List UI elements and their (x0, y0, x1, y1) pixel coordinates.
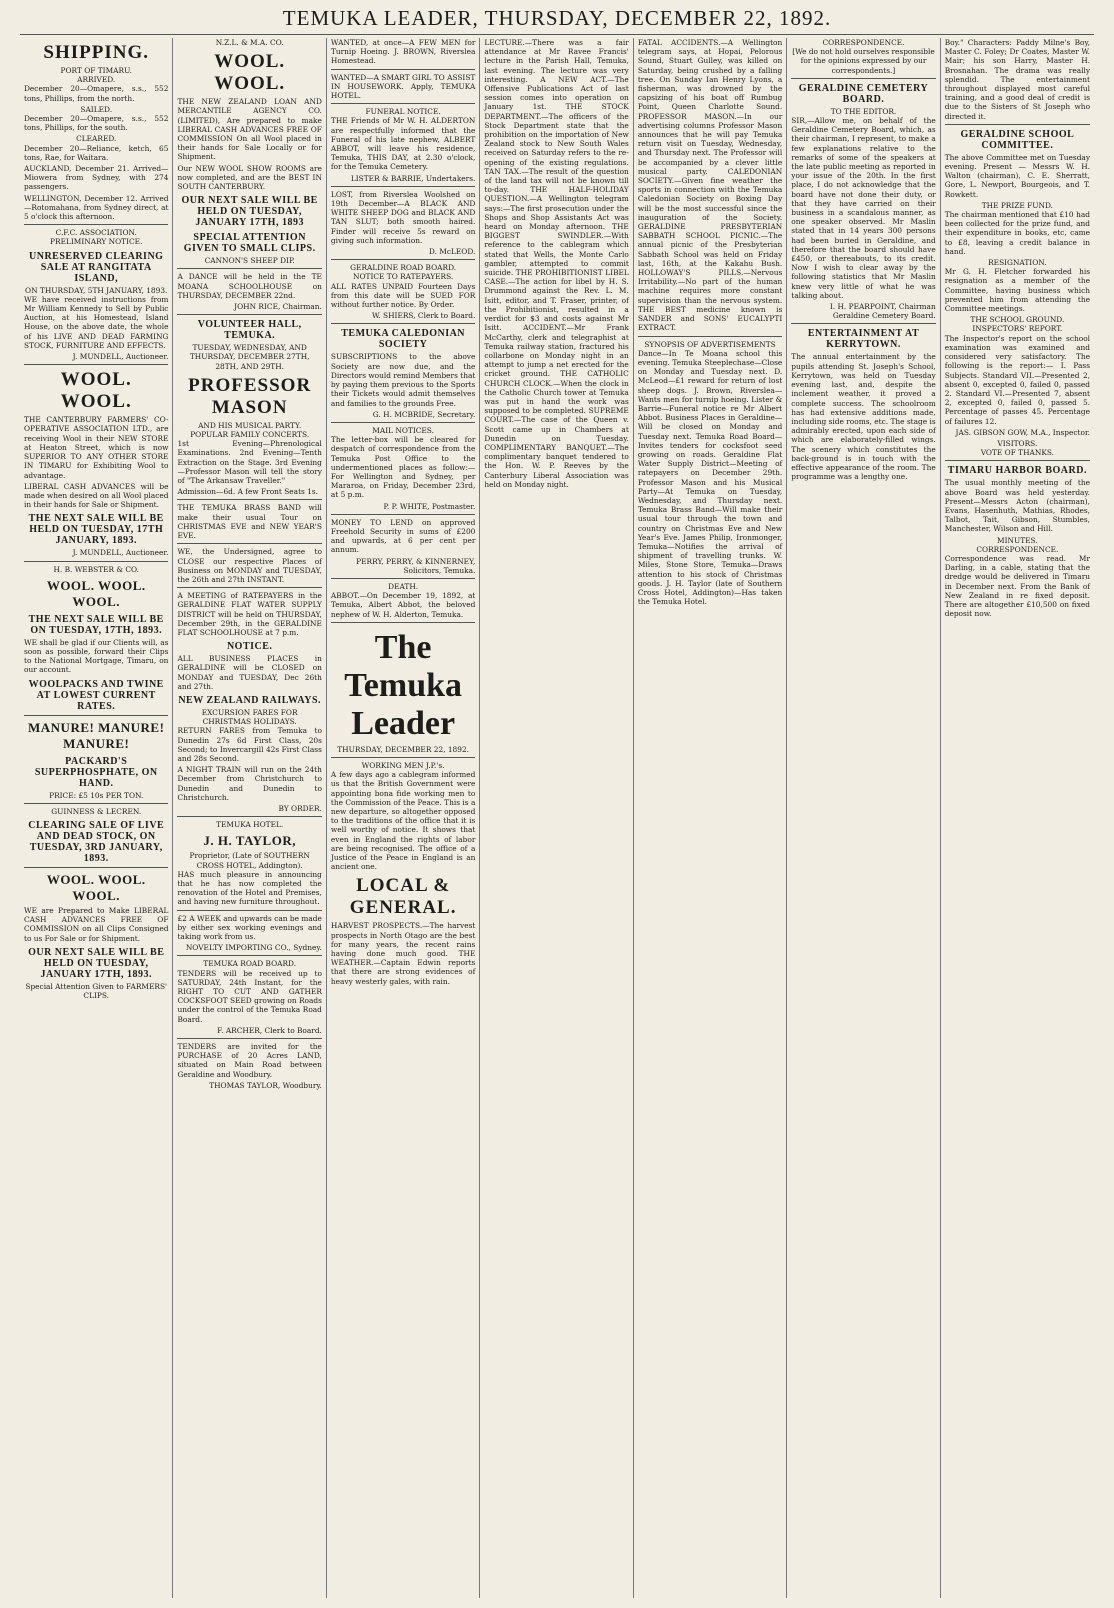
closing-notice: WE, the Undersigned, agree to CLOSE our respective Places of Business on MONDAY and TUESDAY, the 26th and 27th INSTANT. (177, 547, 322, 584)
sailed-entry: December 20—Omapere, s.s., 552 tons, Phillips, for the south. (24, 114, 169, 133)
packard-heading: PACKARD'S SUPERPHOSPHATE, ON HAND. (34, 755, 158, 789)
news-items: FATAL ACCIDENTS.—A Wellington telegram says, at Hopai, Pelorous Sound, Stuart Gulley, was killed on Saturday, being crushed by a falling tree. On Sunday Ian Henry Lyons, a fisherman, was drowned by the capsizing of his boat off Rumbug Point, Queen Charlotte Sound. PROFESSOR MASON.—In our advertising columns Professor Mason announces that he will pay Temuka return visit on Tuesday, Wednesday, and Thursday next. The Professor will be accompanied by a clever little musical party. CALEDONIAN SOCIETY.—Given fine weather the sports in connection with the Temuka Caledonian Society on Boxing Day will be the most successful since the inauguration of the Society. GERALDINE PRESBYTERIAN SABBATH SCHOOL PICNIC.—The annual picnic of the Presbyterian Sabbath School was held on Friday last, 16th, at the Kakahu Bush. HOLLOWAY'S PILLS.—Nervous Irritability.—No part of the human machine requires more constant supervision than the nervous system. THE BEST medicine known is SANDER and SONS' EUCALYPTI EXTRACT. (637, 38, 783, 333)
society-heading: TEMUKA CALEDONIAN SOCIETY (341, 328, 466, 351)
arrived-entry: December 20—Omapere, s.s., 552 tons, Phillips, from the north. (24, 84, 169, 103)
cannon-heading: CANNON'S SHEEP DIP. (204, 256, 295, 266)
divider (24, 867, 168, 868)
rail-fares: RETURN FARES from Temuka to Dunedin 27s 6d First Class, 20s Second; to Invercargill 42s First Class and 28s Second. (177, 726, 322, 763)
page-masthead: TEMUKA LEADER, THURSDAY, DECEMBER 22, 1892. (282, 6, 832, 30)
column-2 (173, 38, 326, 1598)
harbour-board-heading: TIMARU HARBOR BOARD. (947, 465, 1087, 477)
divider (177, 955, 321, 956)
clearing-sale-heading: UNRESERVED CLEARING SALE AT RANGITATA ISLAND, (29, 250, 164, 284)
visitors-heading: VISITORS. (997, 438, 1038, 448)
secretary-signature: G. H. MCBRIDE, Secretary. (372, 409, 476, 419)
lost-signature: D. McLEOD. (428, 247, 476, 257)
divider (177, 543, 321, 544)
mail-heading: MAIL NOTICES. (372, 425, 434, 435)
rates-body: ALL RATES UNPAID Fourteen Days from this date will be SUED FOR without further notice. By Order. (330, 281, 476, 310)
divider (638, 336, 782, 337)
cleared-entry: December 20—Reliance, ketch, 65 tons, Rae, for Waitara. (24, 143, 169, 162)
letter-body: SIR,—Allow me, on behalf of the Geraldine Cemetery Board, which, as their chairman, I represent, to make a few explanations relative to the remarks of some of the speakers at the late public meeting as reported in your issue of the 20th. In the first place, I do not acknowledge that the board have not done their duty, or that they have carried on their business in a scandalous manner, as one speaker observed. Mr Maslin stated that in 14 years 300 persons had been buried in Geraldine, and therefore that the board should have £450, or thereabouts, to its credit. Now I wish to clear away by the following statistics that Mr Maslin knew very little of what he was talking about. (791, 116, 936, 300)
death-heading: DEATH. (388, 581, 419, 591)
divider (331, 69, 475, 70)
proprietor-sub: Proprietor, (Late of SOUTHERN CROSS HOTEL, Addington). (189, 851, 310, 870)
divider (331, 622, 475, 623)
divider (331, 514, 475, 515)
wanted-ad: WANTED, at once—A FEW MEN for Turnip Hoeing. J. BROWN, Riverslea Homestead. (330, 38, 476, 66)
road-board-heading: TEMUKA ROAD BOARD. (203, 959, 297, 969)
guinness-ad-body: WE are Prepared to Make LIBERAL CASH ADVANCES FREE OF COMMISSION on all Clips Consigned to us For Sale or for Shipment. (24, 905, 169, 943)
divider (791, 78, 935, 79)
divider (177, 314, 321, 315)
hotel-ad-body: HAS much pleasure in announcing that he has now completed the renovation of the Hotel and Premises, and having new furniture throughout. (177, 869, 322, 907)
next-sale-heading: THE NEXT SALE WILL BE HELD ON TUESDAY, 17TH JANUARY, 1893. (28, 513, 164, 547)
divider (24, 803, 168, 804)
cleared-label: CLEARED. (76, 134, 117, 144)
divider (177, 1038, 321, 1039)
dance-ad: A DANCE will be held in the TE MOANA SCHOOLHOUSE on THURSDAY, DECEMBER 22nd. (177, 272, 322, 300)
divider (331, 103, 475, 104)
prelim-notice: PRELIMINARY NOTICE. (50, 237, 143, 247)
column-7 (941, 38, 1094, 1598)
letter-signature: I. H. PEARPOINT, Chairman Geraldine Cemetery Board. (829, 302, 936, 321)
masthead-rule (20, 34, 1094, 35)
volunteer-heading: VOLUNTEER HALL, TEMUKA. (197, 319, 302, 342)
divider (331, 186, 475, 187)
local-general-heading: LOCAL & GENERAL. (349, 875, 457, 919)
minutes-heading: MINUTES. (997, 535, 1038, 545)
solicitors-signature: PERRY, PERRY, & KINNERNEY, Solicitors, Temuka. (356, 556, 476, 575)
railways-heading: NEW ZEALAND RAILWAYS. (178, 694, 322, 706)
novelty-ad: £2 A WEEK and upwards can be made by either sex working evenings and taking work from us. (177, 913, 322, 941)
divider (24, 364, 168, 365)
leader-body: A few days ago a cablegram informed us that the British Government were appointing bona fide working men to the Commission of the Peace. This is a new departure, so altogether opposed to the traditions of the office that it is well worthy of notice. It shows that even in England the rights of labor are being recognised. The office of a Justice of the Peace in England is an ancient one. (330, 770, 476, 872)
money-ad: MONEY TO LEND on approved Freehold Security in sums of £200 and upwards, at 6 per cent per annum. (330, 517, 476, 555)
notice-heading: NOTICE. (226, 641, 273, 653)
sale-body: WE have received instructions from Mr William Kennedy to Sell by Public Auction, at his Homestead, Island House, on the above date, the whole of his LIVE AND DEAD FARMING STOCK, FURNITURE AND EFFECTS. (24, 294, 169, 350)
subscriptions-body: SUBSCRIPTIONS to the above Society are now due, and the Directors would remind Members that by paying them previous to the Sports their Tickets would admit themselves and families to the grounds Free. (330, 352, 476, 408)
auctioneer-signature: J. MUNDELL, Auctioneer. (72, 548, 169, 558)
divider (177, 499, 321, 500)
wanted-ad: WANTED—A SMART GIRL TO ASSIST IN HOUSEWORK. Apply, TEMUKA HOTEL. (330, 72, 476, 101)
synopsis-heading: SYNOPSIS OF ADVERTISEMENTS (644, 339, 776, 349)
paper-nameplate: The Temuka Leader (344, 628, 463, 742)
correspondence-body: Correspondence was read. Mr Darling, in a cable, stating that the dredge would be delivered in Timaru in December next. From the Bank of New Zealand in re fixed deposit. There are altogether £10,500 on fixed deposit now. (944, 553, 1091, 619)
guinness-heading: GUINNESS & LECREN. (51, 806, 142, 816)
wool-heading: WOOL. WOOL. (60, 369, 132, 413)
admission: Admission—6d. A few Front Seats 1s. (177, 487, 319, 497)
ratepayers-meeting: A MEETING of RATEPAYERS in the GERALDINE FLAT WATER SUPPLY DISTRICT will be held on THURSDAY, December 29th, in the GERALDINE FLAT SCHOOLHOUSE at 7 p.m. (177, 591, 322, 637)
school-committee-body: The above Committee met on Tuesday evening. Present — Messrs W. H. Walton (chairman), C. E. Sherratt, Gore, L. Newport, Bourgeois, and T. Rowkett. (944, 152, 1091, 199)
by-order: BY ORDER. (278, 803, 322, 813)
lost-ad: LOST, from Riverslea Woolshed on 19th December—A BLACK AND WHITE SHEEP DOG and BLACK AND TAN SLUT; both smooth haired. Finder will receive 5s reward on giving such information. (330, 189, 476, 245)
column-4 (480, 38, 633, 1598)
manure-heading: MANURE! MANURE! MANURE! (28, 719, 165, 751)
thanks-heading: VOTE OF THANKS. (980, 448, 1055, 458)
concert-dates: TUESDAY, WEDNESDAY, AND THURSDAY, DECEMBER 27TH, 28TH, AND 29TH. (189, 343, 310, 371)
liberal-advances: LIBERAL CASH ADVANCES will be made when desired on all Wool placed in their hands for Sale or Shipment. (24, 481, 169, 510)
divider (331, 259, 475, 260)
hotel-heading: TEMUKA HOTEL. (216, 820, 284, 830)
sailed-label: SAILED. (80, 104, 113, 114)
brass-band-ad: THE TEMUKA BRASS BAND will make their usual Tour on CHRISTMAS EVE and NEW YEAR'S EVE. (177, 503, 322, 541)
professor-sub: AND HIS MUSICAL PARTY. (198, 420, 302, 430)
auckland-entry: AUCKLAND, December 21. Arrived—Miowera from Sydney, with 274 passengers. (24, 164, 169, 192)
funeral-body: THE Friends of Mr W. H. ALDERTON are respectfully informed that the Funeral of his late nephew, ALBERT ABBOT, will leave his residence, Temuka, THIS DAY, at 2.30 o'clock, for the Temuka Cemetery. (330, 116, 476, 172)
tenders-ad: TENDERS will be received up to SATURDAY, 24th Instant, for the RIGHT TO CUT AND GATHER COCKSFOOT SEED growing on Roads under the control of the Temuka Road Board. (177, 968, 322, 1024)
woolpacks-heading: WOOLPACKS AND TWINE AT LOWEST CURRENT RATES. (28, 678, 164, 712)
correspondence-note: [We do not hold ourselves responsible for the opinions expressed by our correspondents.] (792, 47, 935, 75)
divider (177, 816, 321, 817)
prize-fund-heading: THE PRIZE FUND. (981, 200, 1054, 210)
special-heading: SPECIAL ATTENTION GIVEN TO SMALL CLIPS. (183, 232, 316, 255)
columns (20, 38, 1094, 1598)
divider (331, 422, 475, 423)
resignation-heading: RESIGNATION. (988, 258, 1047, 268)
divider (177, 268, 321, 269)
divider (945, 124, 1090, 125)
manure-price: PRICE: £5 10s PER TON. (49, 790, 144, 800)
wool-heading: WOOL. WOOL. WOOL. (46, 577, 146, 609)
divider (24, 224, 168, 225)
correspondence-heading: CORRESPONDENCE. (822, 38, 905, 47)
postmaster-signature: P. P. WHITE, Postmaster. (383, 501, 476, 511)
divider (24, 561, 168, 562)
ratepayers-heading: NOTICE TO RATEPAYERS. (353, 272, 454, 282)
nzl-heading: N.Z.L. & M.A. CO. (215, 38, 284, 47)
archer-signature: F. ARCHER, Clerk to Board. (217, 1025, 322, 1035)
column-5 (634, 38, 787, 1598)
special-attention: Special Attention Given to FARMERS' CLIPS. (25, 981, 168, 1000)
arrived-label: ARRIVED. (77, 75, 116, 85)
divider (331, 323, 475, 324)
prize-fund-body: The chairman mentioned that £10 had been collected for the prize fund, and their expenditure in books, etc, came to £8, leaving a credit balance in hand. (944, 210, 1091, 256)
funeral-heading: FUNERAL NOTICE. (365, 107, 441, 117)
wellington-entry: WELLINGTON, December 12. Arrived—Rotomahana, from Sydney direct, at 5 o'clock this afternoon. (24, 193, 169, 222)
excursion-heading: EXCURSION FARES FOR CHRISTMAS HOLIDAYS. (201, 707, 298, 727)
next-sale-heading: THE NEXT SALE WILL BE ON TUESDAY, 17TH, 1893. (28, 613, 164, 636)
night-train: A NIGHT TRAIN will run on the 24th December from Christchurch to Dunedin and Dunedin to Christchurch. (177, 765, 322, 802)
sale-date: ON THURSDAY, 5TH JANUARY, 1893. (25, 285, 168, 295)
shiers-signature: W. SHIERS, Clerk to Board. (372, 311, 476, 321)
harbour-board-body: The usual monthly meeting of the above Board was held yesterday. Present—Messrs Acton (chairman), Evans, Hasenhuth, Mathias, Rhodes, Talbot, Tait, Gibson, Stumbles, Manchester, Wilson and Hill. (944, 478, 1091, 534)
divider (177, 910, 321, 911)
shipping-heading: SHIPPING. (43, 42, 150, 63)
entertainment-heading: ENTERTAINMENT AT KERRYTOWN. (807, 328, 920, 351)
land-tenders-ad: TENDERS are invited for the PURCHASE of 20 Acres LAND, situated on Main Road between Geraldine and Woodbury. (177, 1042, 322, 1079)
column-6 (787, 38, 940, 1598)
news-items: LECTURE.—There was a fair attendance at Mr Ravee Francis' lecture in the Parish Hall, Temuka, last evening. The lecture was very interesting. A NEW ACT.—The Offensive Publications Act of last session comes into operation on January 1st. THE STOCK DEPARTMENT.—The officers of the Stock Department state that the prohibition on the importation of New Zealand stock to New South Wales received on Saturday refers to the re-opening of the existing regulations. TAN TAX.—The result of the question of the land tax will not be known till to-day. THE HALF-HOLIDAY QUESTION.—A Wellington telegram says:—The first prosecution under the Shops and Shop Assistants Act was heard on Monday afternoon. THE BIGGEST SWINDLER.—With reference to the cablegram which stated that Wells, the Monte Carlo gambler, attempted to commit suicide. THE PROHIBITIONIST LIBEL CASE.—The action for libel by H. S. Drummond against the Rev. L. M. Isitt, editor, and T. Fraser, printer, of the Prohibitionist, resulted in a verdict for $3 and costs against Mr Isitt. ACCIDENT.—Mr Frank McCarthy, clerk and telegraphist at Temuka railway station, fractured his collarbone on Monday night in an attempt to jump a net erected for the cricket ground. THE CATHOLIC CHURCH CLOCK.—When the clock in the Catholic Church tower at Temuka was put in hand the work was supposed to be completed. SUPREME COURT.—The case of the Queen v. Scott came up in Chambers at Dunedin on Tuesday. COMPLIMENTARY BANQUET.—The complimentary banquet tendered to the Hon. W. P. Reeves by the Canterbury Liberal Association was held on Monday night. (484, 38, 629, 489)
road-board-heading: GERALDINE ROAD BOARD. (350, 263, 457, 273)
divider (177, 587, 321, 588)
nzl-ad-body: THE NEW ZEALAND LOAN AND MERCANTILE AGENCY CO. (LIMITED), Are prepared to make LIBERAL CASH ADVANCES FREE OF COMMISSION On all Wool placed in their hands for Sale Locally or for Shipment. (177, 97, 322, 162)
professor-heading: PROFESSOR MASON (188, 374, 312, 418)
wool-heading: WOOL. WOOL. (214, 51, 286, 95)
webster-heading: H. B. WEBSTER & CO. (53, 564, 139, 574)
column-1 (20, 38, 173, 1598)
show-rooms: Our NEW WOOL SHOW ROOMS are now completed, and are the BEST IN SOUTH CANTERBURY. (177, 163, 322, 192)
paper-date: THURSDAY, DECEMBER 22, 1892. (337, 744, 470, 754)
inspector-report-heading: INSPECTORS' REPORT. (972, 324, 1063, 334)
column-3 (327, 38, 480, 1598)
school-committee-heading: GERALDINE SCHOOL COMMITTEE. (960, 128, 1075, 151)
next-sale-heading: OUR NEXT SALE WILL BE HELD ON TUESDAY, JANUARY 17TH, 1893. (28, 946, 165, 980)
divider (331, 578, 475, 579)
inspector-signature: JAS. GIBSON GOW, M.A., Inspector. (955, 427, 1091, 437)
cfc-heading: C.F.C. ASSOCIATION. (55, 228, 137, 238)
cfca-ad-body: THE CANTERBURY FARMERS' CO-OPERATIVE ASSOCIATION LTD., are receiving Wool in their NEW STORE at Heaton Street, which is now SUPERIOR TO ANY OTHER STORE IN TIMARU for Exhibiting Wool to advantage. (24, 415, 169, 480)
auctioneer-signature: J. MUNDELL, Auctioneer. (72, 352, 169, 362)
concerts-heading: POPULAR FAMILY CONCERTS. (190, 430, 310, 440)
local-general-body: HARVEST PROSPECTS.—The harvest prospects in North Otago are the best for many years, the recent rains having done much good. THE WEATHER.—Captain Edwin reports that there are strong evidences of heavy westerly gales, with rain. (330, 921, 476, 986)
notice-body: ALL BUSINESS PLACES in GERALDINE will be CLOSED on MONDAY and TUESDAY, Dec 26th and 27th. (177, 654, 322, 691)
divider (945, 460, 1090, 461)
concert-nights: 1st Evening—Phrenological Examinations. 2nd Evening—Tenth Extraction on the Stage. 3rd Evening—Professor Mason will tell the story of "The Arkansaw Traveller." (177, 439, 322, 486)
leader-heading: WORKING MEN J.P.'s. (361, 760, 445, 770)
cemetery-heading: GERALDINE CEMETERY BOARD. (798, 82, 929, 105)
to-editor: TO THE EDITOR. (830, 106, 897, 116)
resignation-body: Mr G. H. Fletcher forwarded his resignation as a member of the Committee, having business which prevented him from attending the Committee meetings. (944, 267, 1091, 314)
correspondence-heading: CORRESPONDENCE. (976, 544, 1059, 554)
divider (331, 757, 475, 758)
divider (24, 715, 168, 716)
next-sale-heading: OUR NEXT SALE WILL BE HELD ON TUESDAY, JANUARY 17TH, 1893 (181, 195, 318, 229)
dance-signature: JOHN RICE, Chairman. (234, 302, 322, 312)
divider (791, 323, 935, 324)
undertakers-signature: LISTER & BARRIE, Undertakers. (350, 173, 476, 183)
school-ground-heading: THE SCHOOL GROUND. (970, 315, 1065, 325)
proprietor-name: J. H. TAYLOR, (203, 833, 296, 849)
mail-body: The letter-box will be cleared for despatch of correspondence from the Temuka Post Office to the undermentioned places as follow:— For Wellington and Sydney, per Mararoa, on Friday, December 23rd, at 5 p.m. (330, 435, 476, 500)
novelty-signature: NOVELTY IMPORTING CO., Sydney. (185, 943, 322, 953)
inspector-report-body: The Inspector's report on the school examination was examined and considered very satisfactory. The following is the report:— I. Pass Subjects. Standard VII.—Presented 2, absent 0, excepted 0, failed 0, passed 2. Standard VI.—Presented 7, absent 2, excepted 0, failed 0, passed 5. Percentage of passes 45. Percentage of failures 12. (944, 333, 1091, 426)
entertainment-continued: Boy." Characters: Paddy Milne's Boy, Master C. Foley; Dr Coates, Master W. Mair; his son Harry, Master H. Brosnahan. The drama was really splendid. The entertainment throughout displayed most careful training, and a good deal of credit is due to the Sisters of St Joseph who directed it. (944, 38, 1091, 121)
synopsis-body: Dance—In Te Moana school this evening. Temuka Steeplechase—Close on Monday and Tuesday next. D. McLeod—£1 reward for return of lost sheep dogs. J. Brown, Riverslea—Wants men for turnip hoeing. Lister & Barrie—Funeral notice re Mr Albert Abbot. Business Places in Geraldine—Will be closed on Monday and Tuesday next. Temuka Road Board—Invites tenders for cocksfoot seed growing on roads. Geraldine Flat Water Supply District—Meeting of ratepayers on December 29th. Professor Mason and his Musical Party—At Temuka on Tuesday, Wednesday, and Thursday next. Temuka Brass Band—Will make their usual tour through the town and country on Christmas Eve and New Year's Eve. James Philip, Ironmonger, Temuka—Notifies the arrival of shipment of travelling trunks. W. Miles, Stone Store, Temuka—Draws attention to his stock of Christmas goods. J. H. Taylor (late of Southern Cross Hotel, Addington)—Has taken the Temuka Hotel. (637, 348, 783, 607)
webster-ad-body: WE shall be glad if our Clients will, as soon as possible, forward their Clips to the National Mortgage, Timaru, on our account. (24, 637, 169, 675)
port-heading: PORT OF TIMARU. (60, 66, 132, 75)
entertainment-body: The annual entertainment by the pupils attending St. Joseph's School, Kerrytown, was held on Tuesday evening last, and, despite the inclement weather, it proved a complete success. The schoolroom has had extensive additions made, including side rooms, etc. The stage is admirably erected, upon each side of which are elaborately-filled wings. The scenery which constitutes the back-ground is in touch with the effective appearance of the room. The programme was a lengthy one. (791, 352, 936, 482)
clearing-sale-heading: CLEARING SALE OF LIVE AND DEAD STOCK, ON TUESDAY, 3RD JANUARY, 1893. (28, 819, 165, 864)
death-body: ABBOT.—On December 19, 1892, at Temuka, Albert Abbot, the beloved nephew of W. H. Alderton, Temuka. (330, 591, 476, 619)
wool-heading: WOOL. WOOL. WOOL. (46, 871, 146, 903)
taylor-signature: THOMAS TAYLOR, Woodbury. (209, 1080, 322, 1090)
